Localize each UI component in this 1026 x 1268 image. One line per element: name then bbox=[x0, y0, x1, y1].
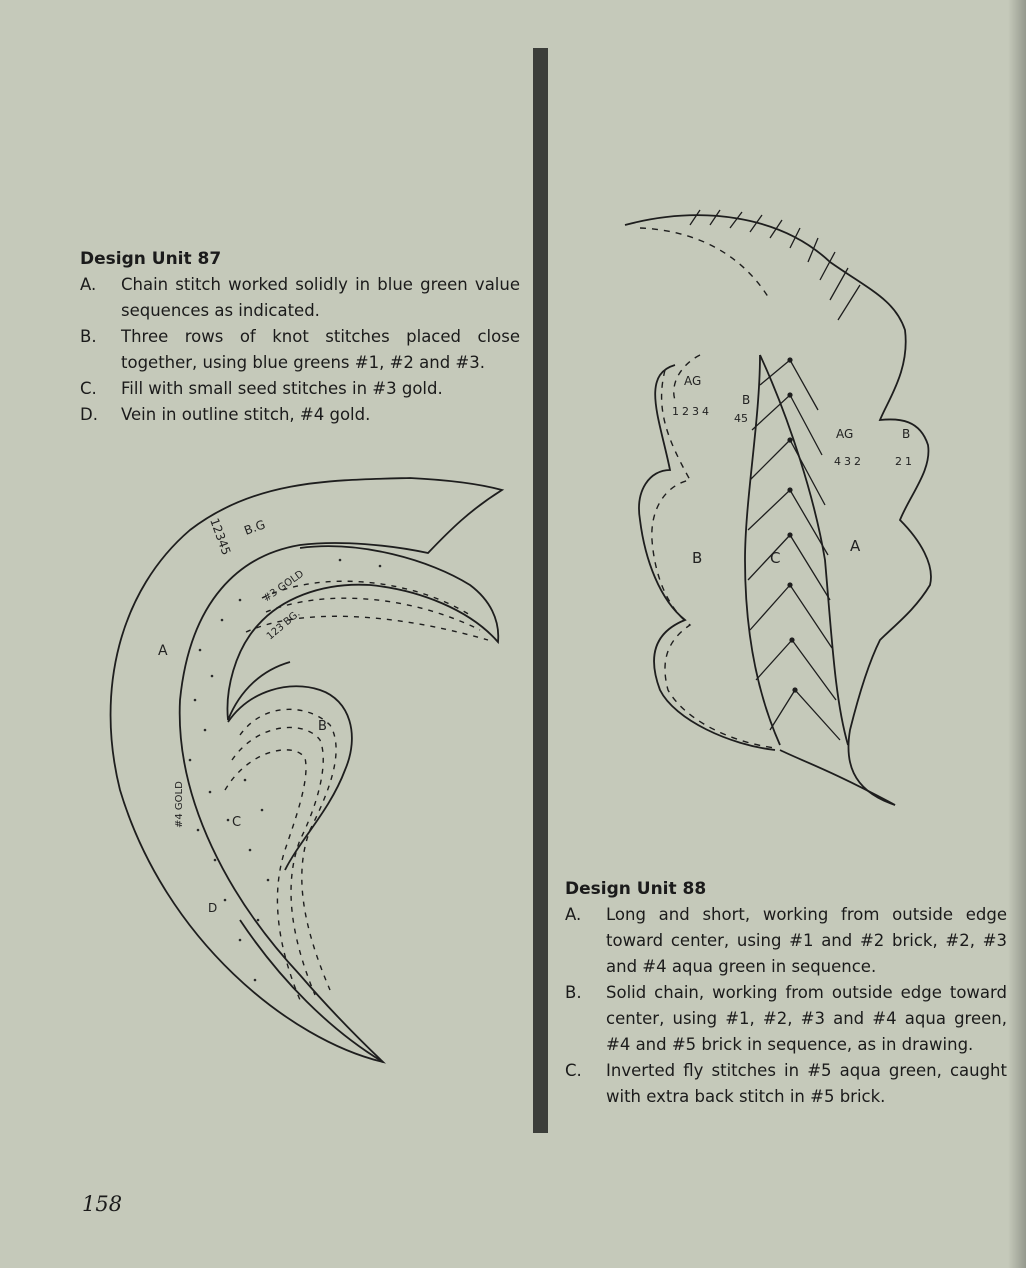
instruction-item bbox=[565, 980, 1007, 1058]
label-a-unit88: A bbox=[850, 537, 861, 555]
item-letter: C. bbox=[80, 379, 97, 398]
item-letter: D. bbox=[80, 405, 98, 424]
label-bg-outer: B.G bbox=[242, 517, 268, 538]
label-gold4: #4 GOLD bbox=[174, 781, 185, 828]
item-text: Fill with small seed stitches in #3 gold. bbox=[121, 379, 443, 398]
design-unit-88-items bbox=[565, 902, 1007, 1110]
label-b-unit87: B bbox=[318, 719, 327, 734]
leaf-left-outline bbox=[639, 365, 775, 750]
design-unit-87-title: Design Unit 87 bbox=[80, 249, 222, 269]
label-b-right: B bbox=[902, 427, 911, 441]
item-letter: B. bbox=[80, 327, 97, 346]
label-ag-right: AG bbox=[836, 427, 854, 441]
item-letter: B. bbox=[565, 983, 582, 1002]
fly-stitches bbox=[748, 360, 840, 740]
label-b-left-nums: 45 bbox=[734, 412, 748, 425]
design-unit-88 bbox=[565, 876, 1007, 1110]
label-sequence: 12345 bbox=[207, 516, 234, 557]
item-letter: A. bbox=[565, 905, 582, 924]
item-text: Long and short, working from outside edge toward center, using #1 and #2 brick, #2, #3 and #4 aqua green in sequence. bbox=[606, 905, 1007, 976]
item-text: Inverted fly stitches in #5 aqua green, caught with extra back stitch in #5 brick. bbox=[606, 1061, 1007, 1106]
label-d-unit87: D bbox=[208, 901, 218, 915]
label-c-unit87: C bbox=[232, 815, 242, 830]
label-ag-left: AG bbox=[684, 374, 702, 388]
item-text: Chain stitch worked solidly in blue green value sequences as indicated. bbox=[121, 275, 520, 320]
item-text: Three rows of knot stitches placed close together, using blue greens #1, #2 and #3. bbox=[121, 327, 520, 372]
label-a-unit87: A bbox=[158, 643, 168, 659]
item-letter: C. bbox=[565, 1061, 582, 1080]
label-bg123: 123 BG. bbox=[264, 608, 303, 643]
label-gold3: #3 GOLD bbox=[261, 568, 307, 605]
leaf-stem bbox=[780, 750, 895, 805]
instruction-item bbox=[565, 902, 1007, 980]
chain-dashed-top bbox=[640, 228, 770, 300]
label-b-right-nums: 21 bbox=[895, 455, 915, 468]
item-text: Solid chain, working from outside edge toward center, using #1, #2, #3 and #4 aqua green, #4 and #5 brick in sequence, as in drawing. bbox=[606, 983, 1007, 1054]
instruction-item bbox=[565, 1058, 1007, 1110]
label-ag-left-nums: 1234 bbox=[672, 405, 712, 418]
label-ag-right-nums: 432 bbox=[834, 455, 864, 468]
label-b-unit88: B bbox=[692, 549, 703, 567]
item-letter: A. bbox=[80, 275, 97, 294]
label-c-unit88: C bbox=[770, 549, 781, 567]
item-text: Vein in outline stitch, #4 gold. bbox=[121, 405, 371, 424]
page-number: 158 bbox=[82, 1192, 123, 1216]
label-b-left: B bbox=[742, 393, 751, 407]
design-unit-88-title: Design Unit 88 bbox=[565, 879, 707, 899]
